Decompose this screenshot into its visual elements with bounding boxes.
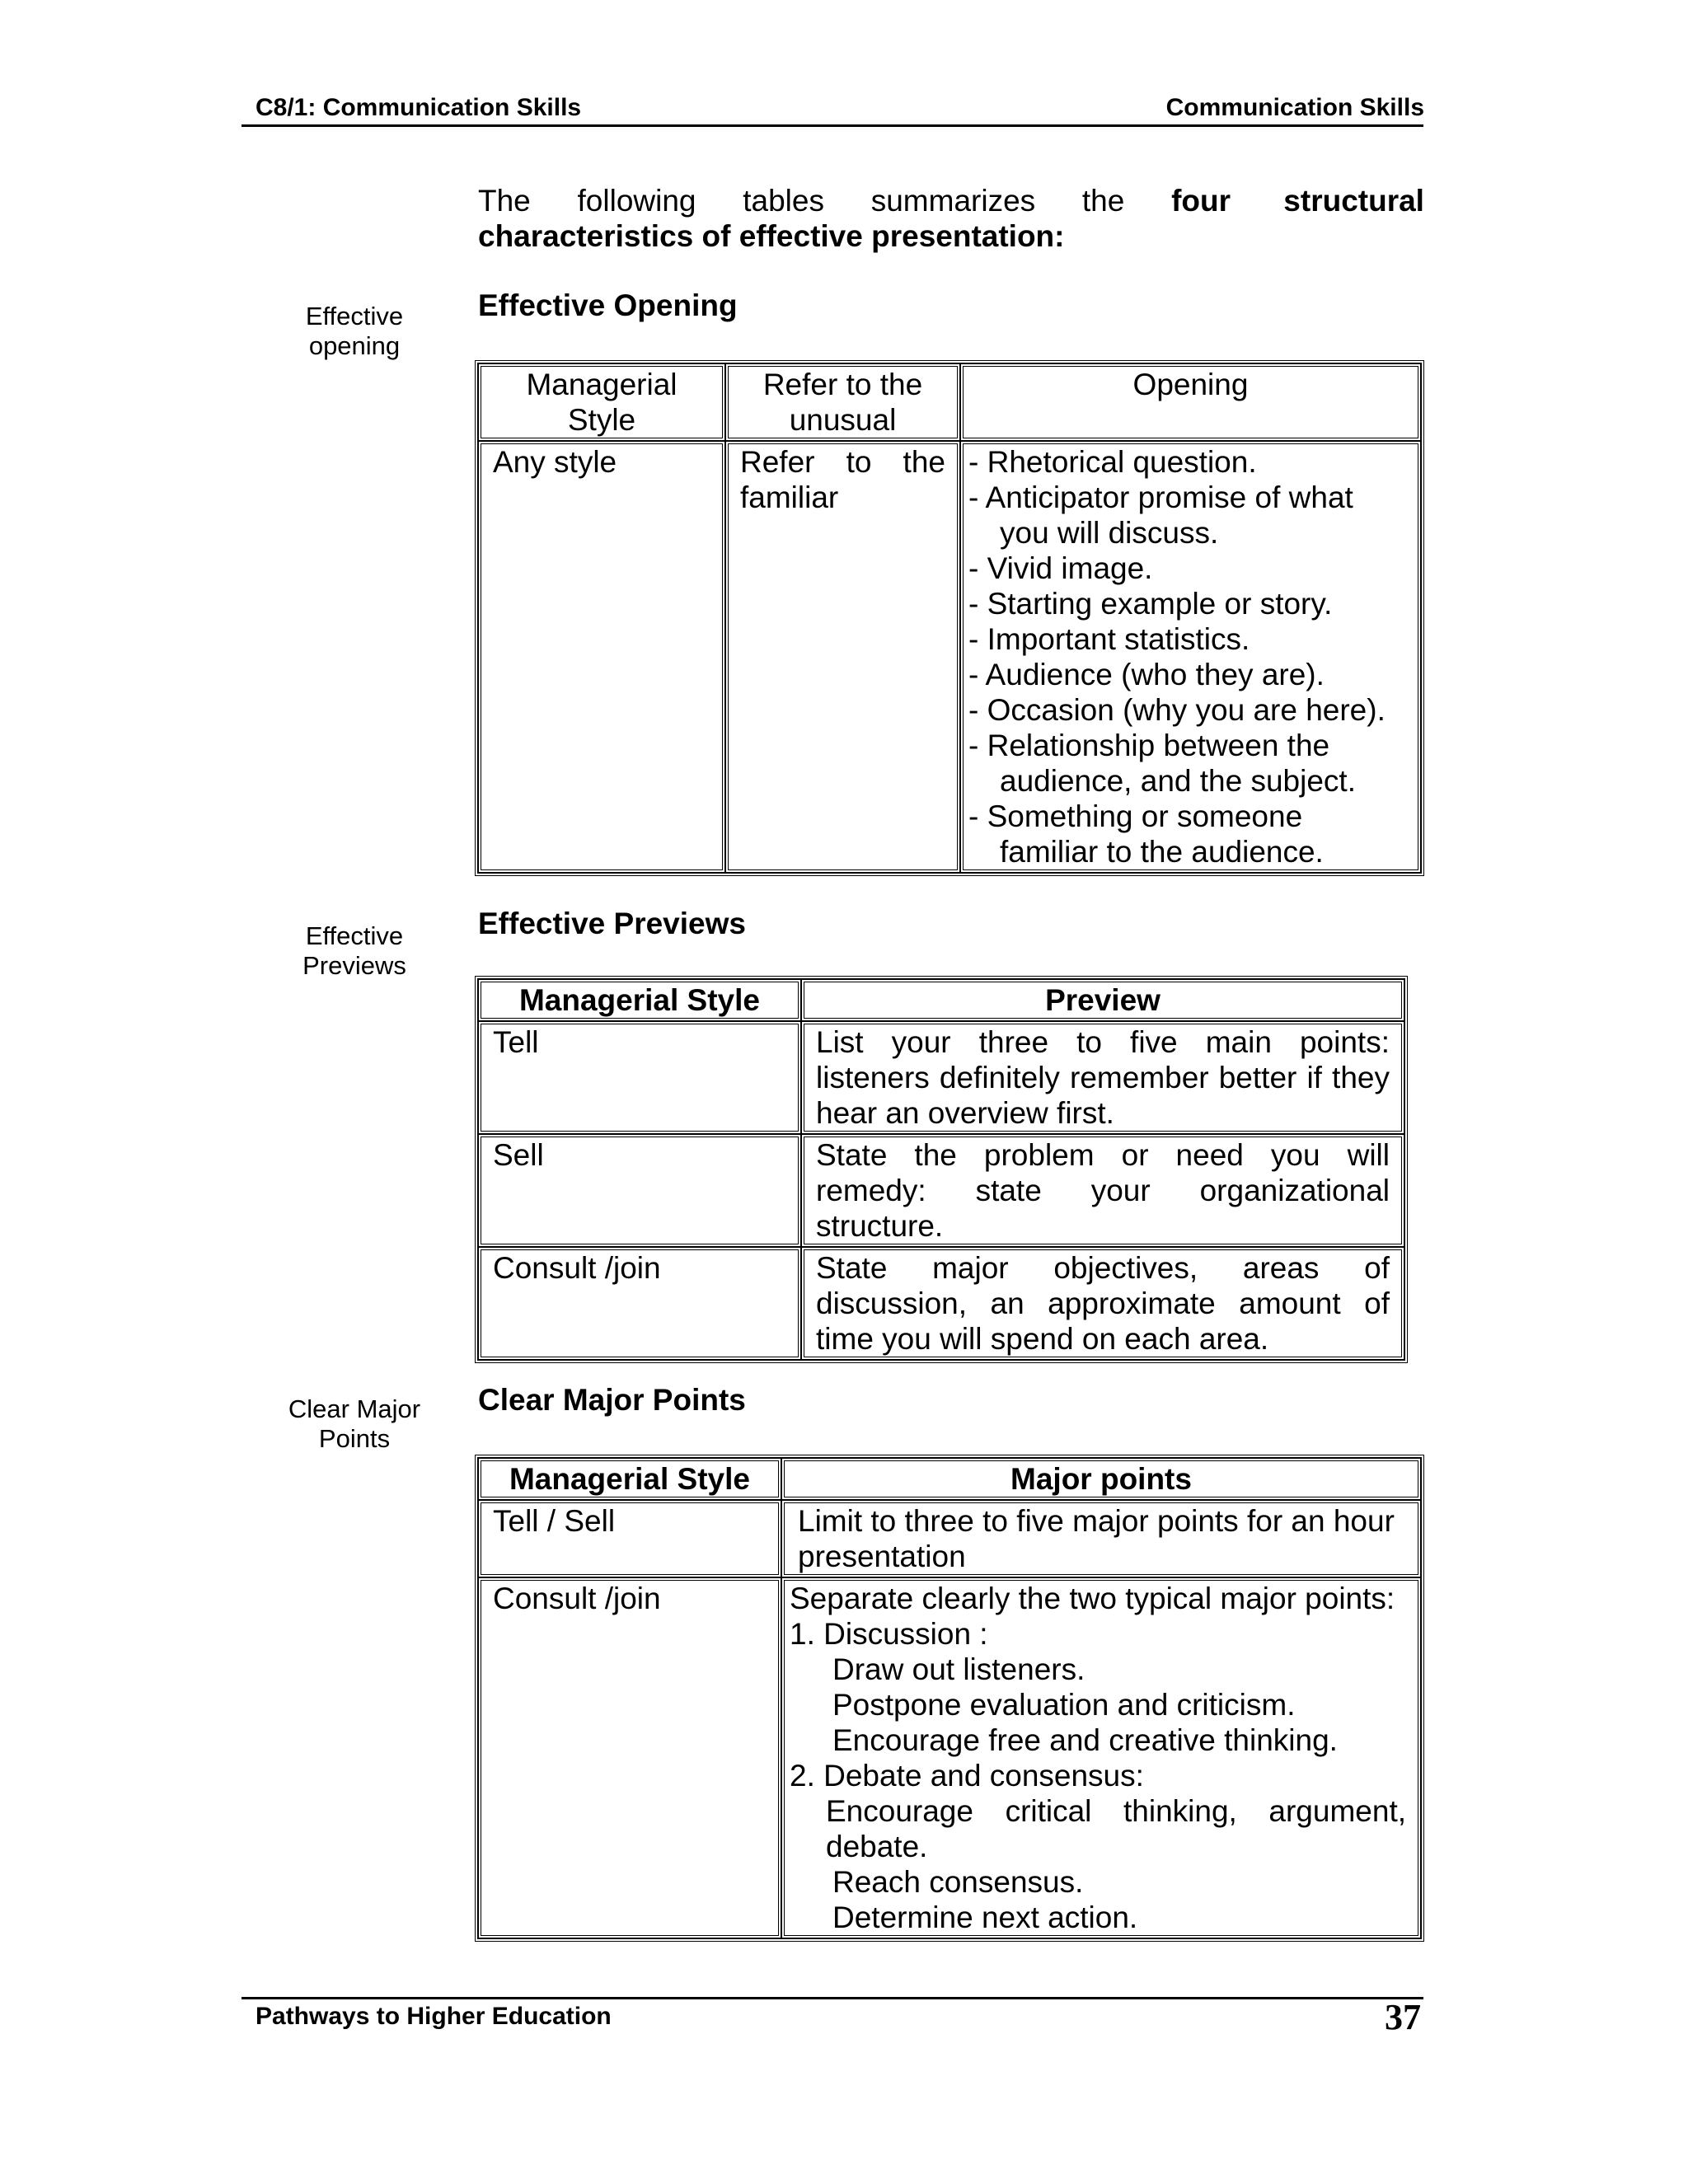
major-line: Encourage critical thinking, argument, debate. xyxy=(826,1794,1406,1863)
major-cell-style: Tell / Sell xyxy=(478,1500,781,1577)
opening-item: - Starting example or story. xyxy=(968,587,1333,621)
opening-header-opening: Opening xyxy=(960,363,1421,441)
opening-item: audience, and the subject. xyxy=(1000,764,1356,798)
table-row xyxy=(478,1500,1421,1577)
previews-cell-text: State major objectives, areas of discussion, an approximate amount of time you will spend on each area. xyxy=(801,1247,1404,1360)
major-header-style: Managerial Style xyxy=(478,1458,781,1500)
page-number: 37 xyxy=(1385,1997,1421,2037)
previews-header-style: Managerial Style xyxy=(478,979,801,1021)
opening-item: - Rhetorical question. xyxy=(968,445,1257,479)
opening-header-style: Managerial Style xyxy=(478,363,725,441)
table-row xyxy=(478,1577,1421,1938)
opening-table xyxy=(475,360,1424,876)
intro-word: the xyxy=(1081,184,1125,218)
opening-item: - Vivid image. xyxy=(968,551,1153,585)
opening-item: - Something or someone xyxy=(968,799,1303,833)
opening-item: - Occasion (why you are here). xyxy=(968,693,1386,727)
intro-bold-end: four structural xyxy=(1171,184,1424,218)
intro-bold-line2: characteristics of effective presentation: xyxy=(478,219,1065,253)
running-header-right: Communication Skills xyxy=(1165,94,1424,121)
previews-header-preview: Preview xyxy=(801,979,1404,1021)
opening-item: - Relationship between the xyxy=(968,729,1330,762)
previews-cell-text: List your three to five main points: listeners definitely remember better if they hear an overview first. xyxy=(801,1021,1404,1134)
previews-cell-style: Sell xyxy=(478,1134,801,1247)
major-line: Postpone evaluation and criticism. xyxy=(832,1688,1296,1722)
intro-word: following xyxy=(577,184,696,218)
opening-item: - Audience (who they are). xyxy=(968,658,1325,691)
intro-word: The xyxy=(478,184,531,218)
opening-item: - Important statistics. xyxy=(968,622,1250,656)
intro-word: summarizes xyxy=(870,184,1036,218)
section-title-major: Clear Major Points xyxy=(478,1383,746,1417)
major-points-table xyxy=(475,1455,1424,1942)
major-cell-lines xyxy=(781,1577,1421,1938)
major-line: Encourage free and creative thinking. xyxy=(832,1723,1338,1757)
opening-item: familiar to the audience. xyxy=(1000,835,1324,869)
section-title-opening: Effective Opening xyxy=(478,288,738,322)
margin-note-opening: Effective opening xyxy=(305,302,404,360)
major-cell-text: Limit to three to five major points for an hour presentation xyxy=(781,1500,1421,1577)
table-row xyxy=(478,1134,1404,1247)
intro-word: tables xyxy=(743,184,824,218)
margin-note-major: Clear Major Points xyxy=(288,1394,421,1453)
major-line: Determine next action. xyxy=(832,1900,1138,1934)
opening-item: - Anticipator promise of what xyxy=(968,480,1353,514)
table-row xyxy=(478,1247,1404,1360)
major-line: Reach consensus. xyxy=(832,1865,1084,1899)
opening-header-refer: Refer to the unusual xyxy=(725,363,960,441)
major-line: 2. Debate and consensus: xyxy=(790,1759,1144,1793)
major-cell-style: Consult /join xyxy=(478,1577,781,1938)
major-line: Separate clearly the two typical major points: xyxy=(790,1582,1395,1615)
margin-note-previews: Effective Previews xyxy=(302,921,406,980)
footer-rule xyxy=(241,1997,1423,1999)
previews-table xyxy=(475,976,1408,1363)
opening-cell-refer: Refer to the familiar xyxy=(725,441,960,873)
intro-paragraph xyxy=(478,183,1424,254)
previews-cell-style: Tell xyxy=(478,1021,801,1134)
table-row xyxy=(478,1021,1404,1134)
major-line: Draw out listeners. xyxy=(832,1652,1085,1686)
opening-item: you will discuss. xyxy=(1000,516,1219,550)
running-header-left: C8/1: Communication Skills xyxy=(256,94,582,121)
section-title-previews: Effective Previews xyxy=(478,907,746,940)
opening-cell-style: Any style xyxy=(478,441,725,873)
previews-cell-style: Consult /join xyxy=(478,1247,801,1360)
previews-cell-text: State the problem or need you will remedy: state your organizational structure. xyxy=(801,1134,1404,1247)
major-line: 1. Discussion : xyxy=(790,1617,988,1651)
footer-title: Pathways to Higher Education xyxy=(256,2003,612,2030)
major-header-points: Major points xyxy=(781,1458,1421,1500)
header-rule xyxy=(241,124,1423,127)
opening-cell-items xyxy=(960,441,1421,873)
